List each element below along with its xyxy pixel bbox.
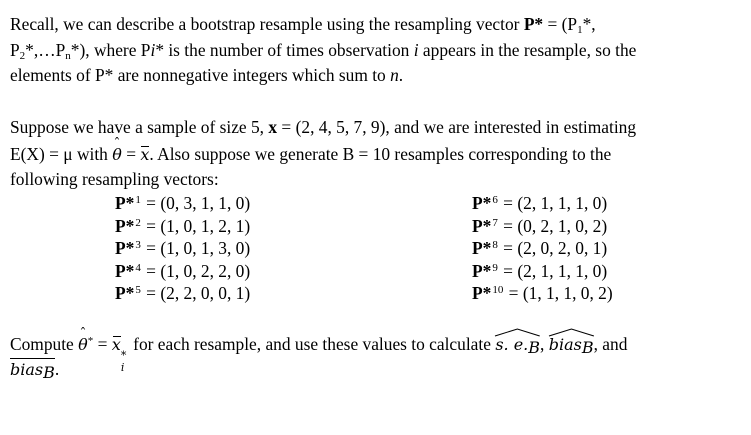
vector-index: 5: [135, 284, 141, 296]
vector-value: = (1, 0, 1, 3, 0): [141, 238, 251, 258]
subscript: n: [65, 50, 71, 62]
intro-line-2: [10, 40, 636, 66]
vector-label: P*: [115, 260, 135, 281]
subscript: B: [43, 363, 55, 382]
intro-line-1: [10, 14, 596, 40]
vector-label: P*: [115, 215, 135, 236]
vector-label: P*: [472, 283, 492, 303]
resampling-vector: [115, 283, 250, 306]
resampling-vector: [472, 193, 607, 216]
vector-value: = (0, 3, 1, 1, 0): [141, 193, 251, 213]
text: E(X) = μ with: [10, 144, 113, 164]
text: , and: [593, 334, 628, 354]
vector-value: = (2, 1, 1, 1, 0): [498, 260, 608, 281]
subscript: B: [581, 338, 594, 357]
text: *,…P: [25, 40, 66, 60]
resampling-vector: [472, 283, 613, 306]
vector-index: 1: [135, 194, 141, 206]
vector-value: = (2, 1, 1, 1, 0): [498, 193, 608, 213]
bias-hat: [549, 335, 594, 358]
vector-label: P*: [472, 260, 492, 281]
vector-value: = (1, 0, 2, 2, 0): [141, 260, 251, 281]
task-line-2: [10, 359, 59, 383]
vector-label: P*: [472, 215, 492, 236]
bias-symbol: bias: [10, 360, 44, 379]
setup-line-3: following resampling vectors:: [10, 169, 219, 189]
resampling-vector: [115, 216, 250, 239]
vector-index: 8: [492, 239, 498, 251]
text: =: [93, 334, 112, 354]
vector-index: 9: [492, 261, 498, 274]
italic-text: i: [413, 40, 419, 60]
x-bar: x: [111, 335, 121, 354]
text: elements of P* are nonnegative integers which sum to: [10, 65, 391, 85]
resampling-vector: [472, 261, 607, 284]
setup-line-2: [10, 144, 611, 165]
intro-line-3: [10, 65, 403, 85]
bias-bar: [10, 360, 55, 383]
vector-value: = (1, 0, 1, 2, 1): [141, 215, 251, 236]
se-symbol: s. e.: [495, 335, 529, 354]
italic-text: n: [390, 65, 399, 85]
text: = (2, 4, 5, 7, 9), and we are interested in estimating: [277, 117, 637, 137]
vector-index: 2: [135, 216, 141, 229]
vector-label: P*: [115, 283, 135, 303]
resampling-vector: [472, 238, 607, 261]
se-hat: [495, 335, 540, 358]
text: Compute: [10, 334, 79, 354]
task-line-1: [10, 331, 628, 374]
subscript: B: [528, 338, 541, 357]
vector-index: 3: [135, 239, 141, 251]
theta-hat: ˆ θ: [78, 335, 88, 355]
vector-value: = (1, 1, 1, 0, 2): [504, 283, 613, 303]
text: = (P: [543, 14, 578, 34]
bias-symbol: bias: [548, 335, 582, 354]
text: =: [121, 144, 141, 164]
setup-line-1: [10, 117, 636, 137]
resampling-vector: [472, 216, 607, 239]
text: for each resample, and use these values to calculate: [128, 334, 496, 354]
text: Recall, we can describe a bootstrap resample using the resampling vector: [10, 14, 524, 34]
italic-text: i: [150, 40, 156, 60]
vector-label: P*: [115, 193, 135, 213]
text: ,: [540, 334, 549, 354]
superscript: *: [87, 335, 94, 347]
vector-index: 10: [492, 284, 504, 296]
theta-hat: ˆ θ: [112, 145, 122, 165]
text: appears in the resample, so the: [418, 40, 637, 60]
resampling-vector: [115, 193, 250, 216]
text: . Also suppose we generate B = 10 resamples corresponding to the: [149, 144, 612, 164]
subscript: i: [120, 361, 125, 374]
vector-value: = (2, 0, 2, 0, 1): [498, 238, 608, 258]
vector-label: P*: [115, 238, 135, 258]
vector-value: = (0, 2, 1, 0, 2): [498, 215, 608, 236]
x-bar: x: [140, 145, 150, 164]
vector-index: 4: [135, 261, 141, 274]
text: .: [54, 359, 60, 379]
text: .: [398, 65, 404, 85]
subscript: 1: [577, 24, 583, 36]
vector-symbol: P*: [523, 14, 544, 34]
superscript: *: [120, 349, 127, 362]
subscript: 2: [19, 50, 26, 62]
text: *,: [582, 14, 596, 34]
vector-index: 7: [492, 216, 498, 229]
text: * is the number of times observation: [155, 40, 414, 60]
vector-label: P*: [472, 193, 492, 213]
text: Suppose we have a sample of size 5,: [10, 117, 269, 137]
vector-value: = (2, 2, 0, 0, 1): [141, 283, 251, 303]
sample-symbol: x: [268, 117, 278, 137]
vector-label: P*: [472, 238, 492, 258]
resampling-vector: [115, 261, 250, 284]
text: *), where P: [70, 40, 151, 60]
text: P: [10, 40, 20, 60]
resampling-vector: [115, 238, 250, 261]
vector-index: 6: [492, 194, 498, 206]
